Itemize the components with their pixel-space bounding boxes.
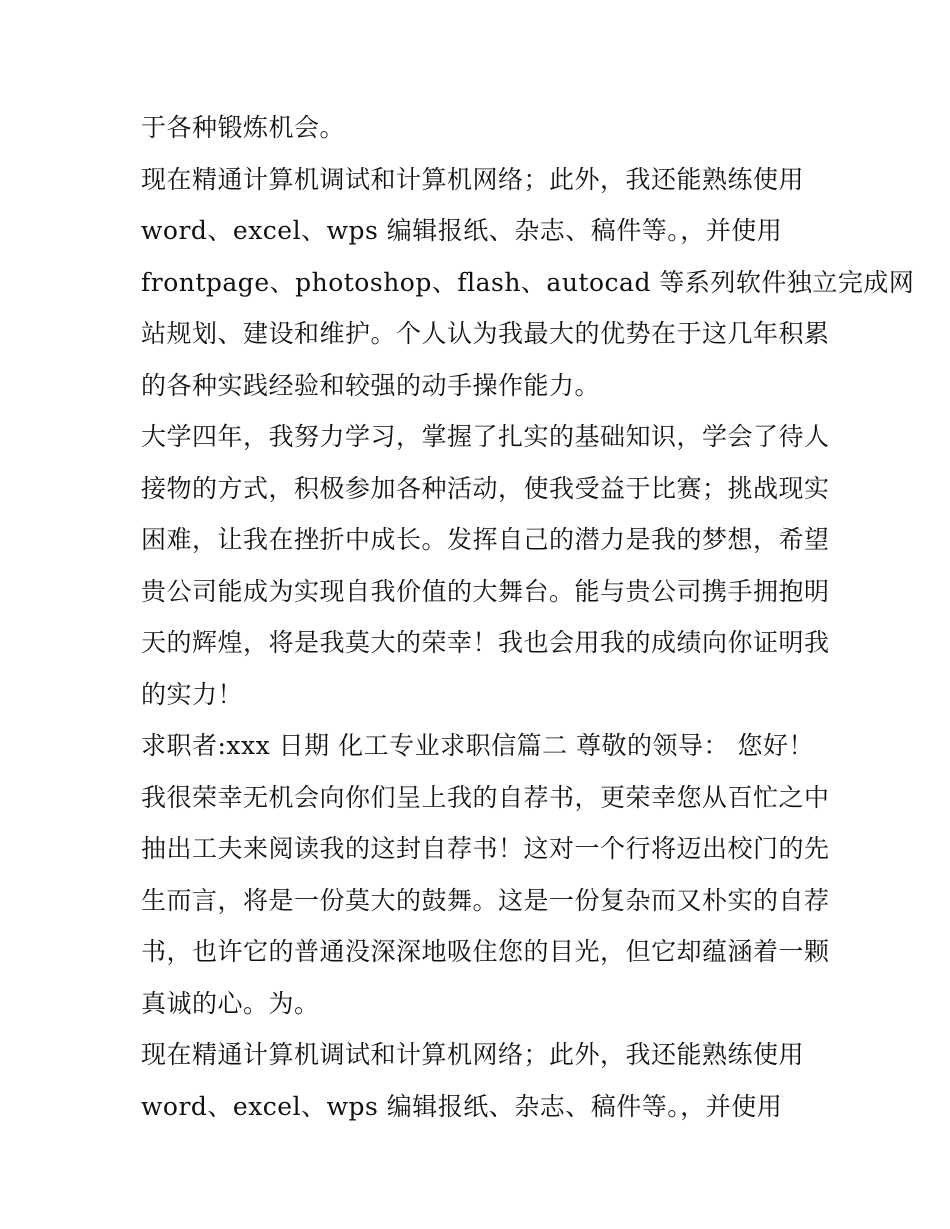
- text-line-11: 天的辉煌，将是我莫大的荣幸！我也会用我的成绩向你证明我: [141, 628, 830, 657]
- text-line-5: 站规划、建设和维护。个人认为我最大的优势在于这几年积累: [141, 319, 830, 348]
- text-line-18: 真诚的心。为。: [141, 988, 320, 1018]
- text-line-9: 困难，让我在挫折中成长。发挥自己的潜力是我的梦想，希望: [141, 525, 830, 554]
- text-line-20: word、excel、wps 编辑报纸、杂志、稿件等。，并使用: [141, 1091, 783, 1121]
- text-line-17: 书，也许它的普通没深深地吸住您的目光，但它却蕴涵着一颗: [141, 937, 830, 966]
- text-line-2: 现在精通计算机调试和计算机网络；此外，我还能熟练使用: [141, 164, 805, 194]
- text-line-13: 求职者:xxx 日期 化工专业求职信篇二 尊敬的领导： 您好！: [141, 731, 815, 760]
- text-line-7: 大学四年，我努力学习，掌握了扎实的基础知识，学会了待人: [141, 422, 830, 451]
- text-line-14: 我很荣幸无机会向你们呈上我的自荐书，更荣幸您从百忙之中: [141, 782, 830, 812]
- text-line-4: frontpage、photoshop、flash、autocad 等系列软件独立完成网: [141, 267, 915, 297]
- text-line-15: 抽出工夫来阅读我的这封自荐书！这对一个行将迈出校门的先: [141, 834, 830, 863]
- text-line-12: 的实力！: [141, 679, 244, 709]
- text-line-10: 贵公司能成为实现自我价值的大舞台。能与贵公司携手拥抱明: [141, 576, 830, 606]
- text-line-6: 的各种实践经验和较强的动手操作能力。: [141, 370, 601, 400]
- document-body: [141, 102, 915, 1132]
- text-line-16: 生而言，将是一份莫大的鼓舞。这是一份复杂而又朴实的自荐: [141, 885, 830, 915]
- text-line-3: word、excel、wps 编辑报纸、杂志、稿件等。，并使用: [141, 216, 783, 245]
- text-line-19: 现在精通计算机调试和计算机网络；此外，我还能熟练使用: [141, 1040, 805, 1069]
- text-line-8: 接物的方式，积极参加各种活动，使我受益于比赛；挑战现实: [141, 473, 830, 503]
- text-line-1: 于各种锻炼机会。: [141, 113, 346, 142]
